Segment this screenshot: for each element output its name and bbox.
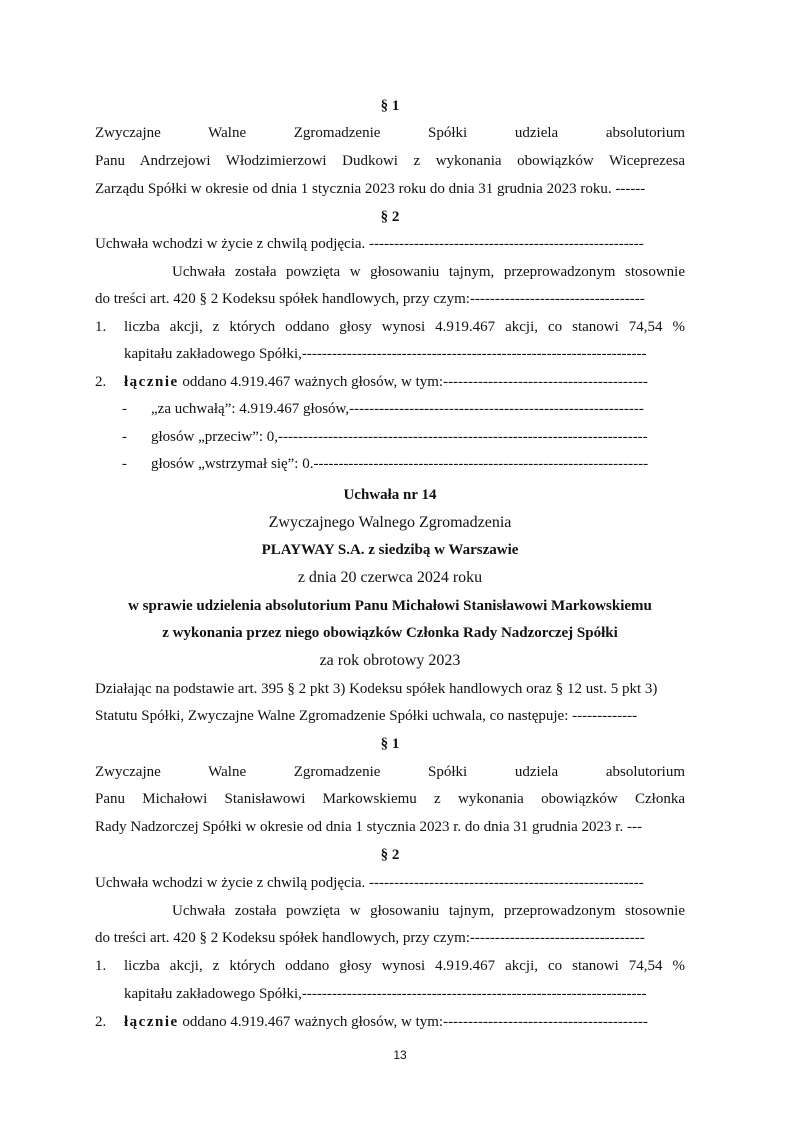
list-item-line: kapitału zakładowego Spółki,--------------------------------------------------------------------- xyxy=(124,986,647,1002)
list-item-line xyxy=(124,371,685,393)
vote-statement-line: Uchwała została powzięta w głosowaniu tajnym, przeprowadzonym stosownie xyxy=(172,903,685,919)
paragraph-line: Uchwała wchodzi w życie z chwilą podjęcia. ------------------------------------------------------- xyxy=(95,236,644,252)
resolution-year: za rok obrotowy 2023 xyxy=(319,652,461,669)
section-heading: § 2 xyxy=(380,847,400,863)
dash-bullet: - xyxy=(122,401,127,417)
page-number: 13 xyxy=(393,1048,407,1062)
paragraph-line: Zwyczajne Walne Zgromadzenie Spółki udziela absolutorium xyxy=(95,764,685,780)
sub-item-line: „za uchwałą”: 4.919.467 głosów,----------------------------------------------------------- xyxy=(151,401,644,417)
paragraph-line: Panu Michałowi Stanisławowi Markowskiemu z wykonania obowiązków Członka xyxy=(95,791,685,807)
resolution-subject: w sprawie udzielenia absolutorium Panu Michałowi Stanisławowi Markowskiemu xyxy=(128,598,652,614)
resolution-company: PLAYWAY S.A. z siedzibą w Warszawie xyxy=(261,542,519,558)
list-number: 1. xyxy=(95,958,107,974)
list-item-text: oddano 4.919.467 ważnych głosów, w tym:----------------------------------------- xyxy=(178,374,648,390)
section-heading: § 2 xyxy=(380,209,400,225)
list-number: 2. xyxy=(95,374,107,390)
paragraph-line: Zarządu Spółki w okresie od dnia 1 stycznia 2023 roku do dnia 31 grudnia 2023 roku. ------ xyxy=(95,181,646,197)
emphasis-text: łącznie xyxy=(124,1014,179,1030)
paragraph-line: Uchwała wchodzi w życie z chwilą podjęcia. ------------------------------------------------------- xyxy=(95,875,644,891)
list-item-line xyxy=(124,1011,685,1033)
section-heading: § 1 xyxy=(380,98,400,114)
list-item-line: liczba akcji, z których oddano głosy wynosi 4.919.467 akcji, co stanowi 74,54 % xyxy=(124,958,685,974)
vote-statement-line: do treści art. 420 § 2 Kodeksu spółek handlowych, przy czym:----------------------------------- xyxy=(95,930,645,946)
sub-item-line: głosów „wstrzymał się”: 0.------------------------------------------------------------------- xyxy=(151,456,649,472)
vote-statement-line: do treści art. 420 § 2 Kodeksu spółek handlowych, przy czym:----------------------------------- xyxy=(95,291,645,307)
vote-statement-line: Uchwała została powzięta w głosowaniu tajnym, przeprowadzonym stosownie xyxy=(172,264,685,280)
dash-bullet: - xyxy=(122,429,127,445)
list-item-line: kapitału zakładowego Spółki,--------------------------------------------------------------------- xyxy=(124,346,647,362)
resolution-subtitle: Zwyczajnego Walnego Zgromadzenia xyxy=(268,514,512,531)
resolution-title: Uchwała nr 14 xyxy=(343,487,437,503)
resolution-subject: z wykonania przez niego obowiązków Członka Rady Nadzorczej Spółki xyxy=(162,625,618,641)
paragraph-line: Panu Andrzejowi Włodzimierzowi Dudkowi z wykonania obowiązków Wiceprezesa xyxy=(95,153,685,169)
list-item-text: oddano 4.919.467 ważnych głosów, w tym:----------------------------------------- xyxy=(178,1014,648,1030)
list-number: 1. xyxy=(95,319,107,335)
resolution-date: z dnia 20 czerwca 2024 roku xyxy=(297,569,483,586)
paragraph-line: Zwyczajne Walne Zgromadzenie Spółki udziela absolutorium xyxy=(95,125,685,141)
list-item-line: liczba akcji, z których oddano głosy wynosi 4.919.467 akcji, co stanowi 74,54 % xyxy=(124,319,685,335)
dash-bullet: - xyxy=(122,456,127,472)
list-number: 2. xyxy=(95,1014,107,1030)
paragraph-line: Działając na podstawie art. 395 § 2 pkt 3) Kodeksu spółek handlowych oraz § 12 ust. 5 pkt 3) xyxy=(95,681,658,697)
section-heading: § 1 xyxy=(380,736,400,752)
emphasis-text: łącznie xyxy=(124,374,179,390)
paragraph-line: Rady Nadzorczej Spółki w okresie od dnia 1 stycznia 2023 r. do dnia 31 grudnia 2023 r. --- xyxy=(95,819,642,835)
sub-item-line: głosów „przeciw”: 0,-------------------------------------------------------------------------- xyxy=(151,429,648,445)
paragraph-line: Statutu Spółki, Zwyczajne Walne Zgromadzenie Spółki uchwala, co następuje: ------------- xyxy=(95,708,638,724)
